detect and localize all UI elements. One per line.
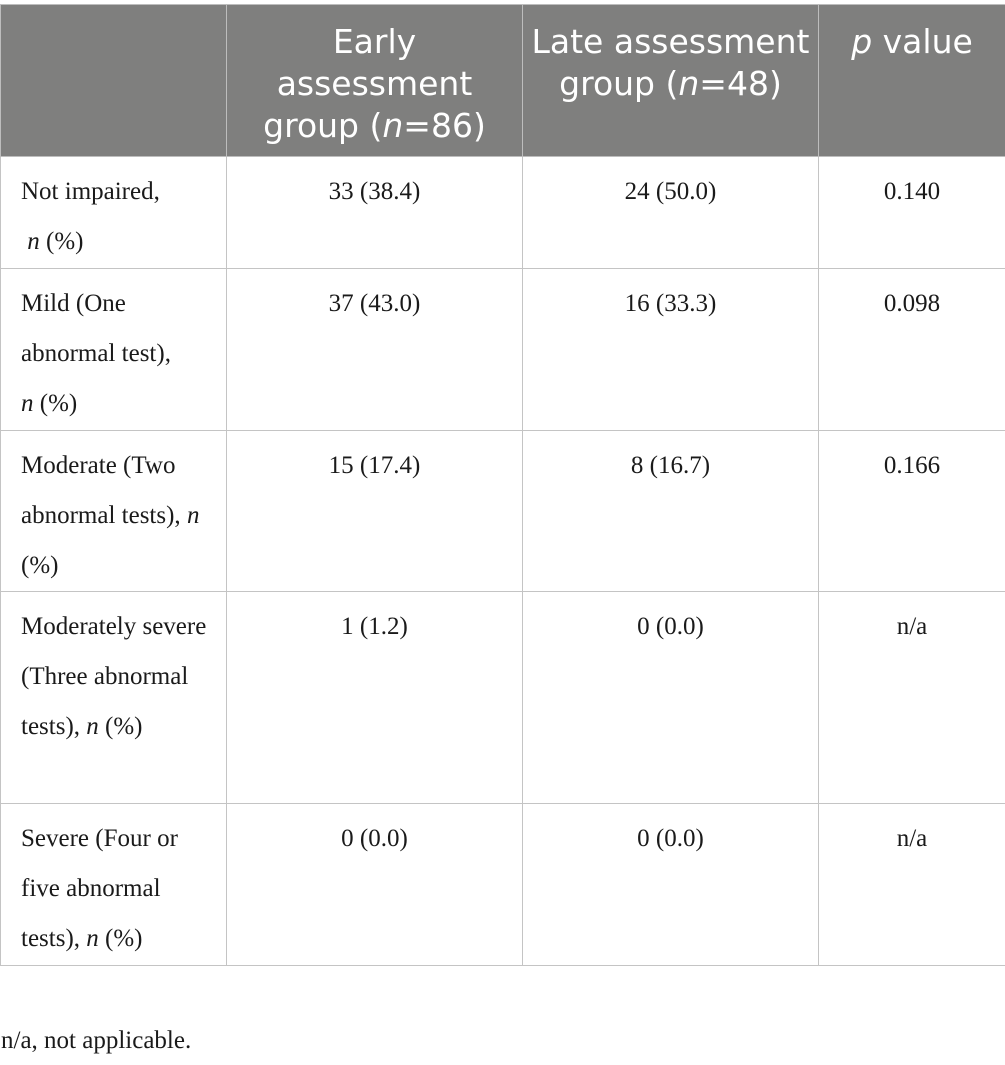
cell-late: 8 (16.7) (523, 431, 819, 592)
row-label-text: Mild (One abnormal test), (21, 290, 171, 367)
row-label-n: n (27, 228, 40, 255)
row-label (1, 592, 227, 804)
cell-p-value: 0.098 (819, 269, 1005, 431)
table-footnote: n/a, not applicable. (1, 1027, 192, 1054)
row-label-suffix: (%) (98, 925, 143, 952)
row-label-text: Not impaired, (21, 178, 160, 205)
row-label (1, 804, 227, 966)
cell-p-value: 0.140 (819, 157, 1005, 269)
cell-p-value: n/a (819, 804, 1005, 966)
cell-late: 24 (50.0) (523, 157, 819, 269)
table-row (1, 592, 1005, 804)
cell-p-value: n/a (819, 592, 1005, 804)
header-late-title: Late assessment group ( (531, 22, 810, 103)
table-row (1, 431, 1005, 592)
header-late-n: n (678, 64, 700, 103)
cell-early: 37 (43.0) (227, 269, 523, 431)
header-early-group (227, 5, 523, 157)
header-p-rest: value (872, 22, 973, 61)
row-label (1, 157, 227, 269)
row-label-suffix: (%) (39, 228, 84, 255)
header-p-value (819, 5, 1005, 157)
row-label-text: Severe (Four or five abnormal tests), (21, 825, 178, 952)
row-label (1, 431, 227, 592)
table-row (1, 804, 1005, 966)
cell-late: 16 (33.3) (523, 269, 819, 431)
cell-early: 33 (38.4) (227, 157, 523, 269)
header-p-italic: p (851, 22, 873, 61)
cell-late: 0 (0.0) (523, 592, 819, 804)
cell-early: 1 (1.2) (227, 592, 523, 804)
header-early-title: Early assessment group ( (263, 22, 473, 145)
row-label-n: n (86, 925, 99, 952)
header-early-n: n (382, 106, 404, 145)
cell-early: 15 (17.4) (227, 431, 523, 592)
header-early-rest: =86) (403, 106, 486, 145)
header-row (1, 5, 1005, 157)
table-row (1, 157, 1005, 269)
row-label-suffix: (%) (21, 552, 59, 579)
header-late-rest: =48) (699, 64, 782, 103)
cell-late: 0 (0.0) (523, 804, 819, 966)
header-label (1, 5, 227, 157)
row-label-n: n (186, 502, 200, 529)
row-label-suffix: (%) (98, 713, 143, 740)
row-label-n: n (86, 713, 99, 740)
row-label-text: Moderate (Two abnormal tests), (21, 452, 187, 529)
row-label (1, 269, 227, 431)
row-label-text: Moderately severe (Three abnormal tests), (21, 613, 207, 740)
results-table (0, 4, 1005, 966)
cell-p-value: 0.166 (819, 431, 1005, 592)
row-label-suffix: (%) (33, 390, 78, 417)
header-late-group (523, 5, 819, 157)
table-row (1, 269, 1005, 431)
cell-early: 0 (0.0) (227, 804, 523, 966)
row-label-n: n (21, 390, 34, 417)
